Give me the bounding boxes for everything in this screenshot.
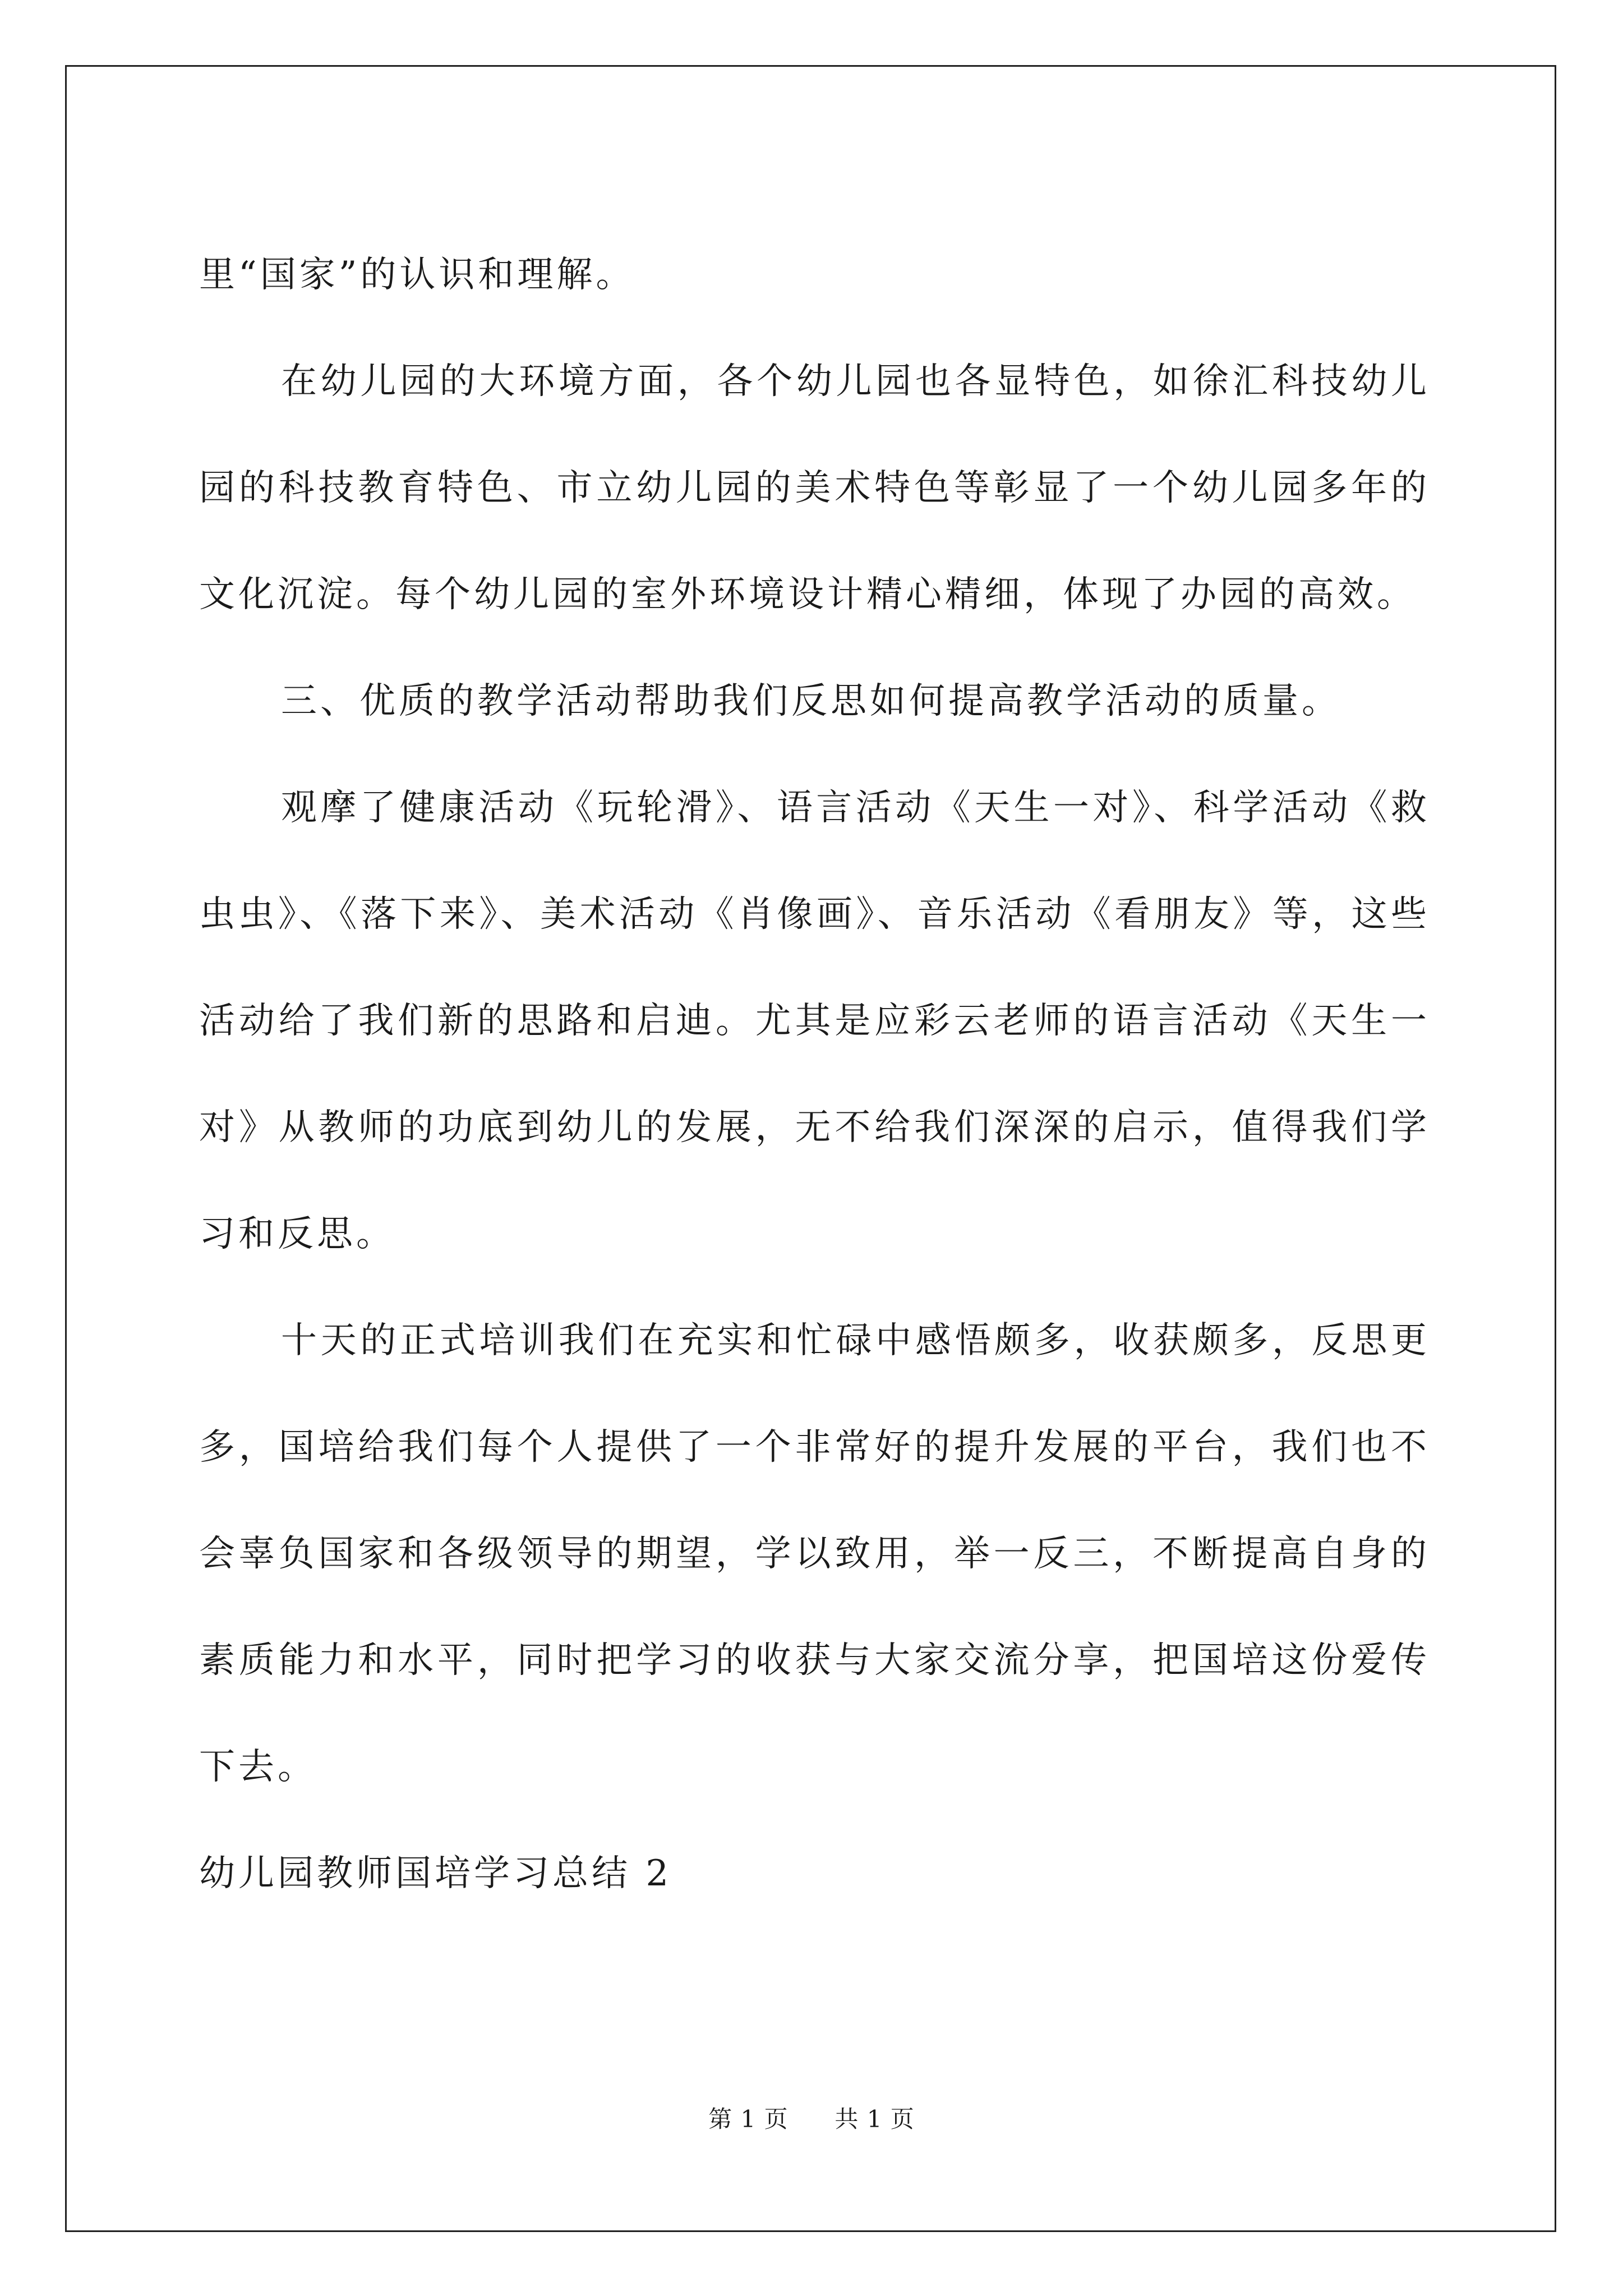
paragraph-5: 十天的正式培训我们在充实和忙碌中感悟颇多，收获颇多，反思更多，国培给我们每个人提供了一个非常好的提升发展的平台，我们也不会辜负国家和各级领导的期望，学以致用，举一反三，不断提高自身的素质能力和水平，同时把学习的收获与大家交流分享，把国培这份爱传下去。 — [199, 1320, 1430, 1788]
page-footer — [0, 2101, 1623, 2134]
page-total: 共 1 页 — [834, 2105, 915, 2133]
document-body — [199, 222, 1430, 1927]
paragraph-4: 观摩了健康活动《玩轮滑》、语言活动《天生一对》、科学活动《救虫虫》、《落下来》、美术活动《肖像画》、音乐活动《看朋友》等，这些活动给了我们新的思路和启迪。尤其是应彩云老师的语言活动《天生一对》从教师的功底到幼儿的发展，无不给我们深深的启示，值得我们学习和反思。 — [199, 787, 1430, 1255]
section-heading: 幼儿园教师国培学习总结 2 — [199, 1853, 672, 1894]
paragraph-2: 在幼儿园的大环境方面，各个幼儿园也各显特色，如徐汇科技幼儿园的科技教育特色、市立幼儿园的美术特色等彰显了一个幼儿园多年的文化沉淀。每个幼儿园的室外环境设计精心精细，体现了办园的高效。 — [199, 361, 1430, 615]
paragraph-1: 里“国家”的认识和理解。 — [199, 254, 635, 296]
page-number: 第 1 页 — [708, 2105, 789, 2133]
paragraph-3: 三、优质的教学活动帮助我们反思如何提高教学活动的质量。 — [281, 680, 1341, 722]
